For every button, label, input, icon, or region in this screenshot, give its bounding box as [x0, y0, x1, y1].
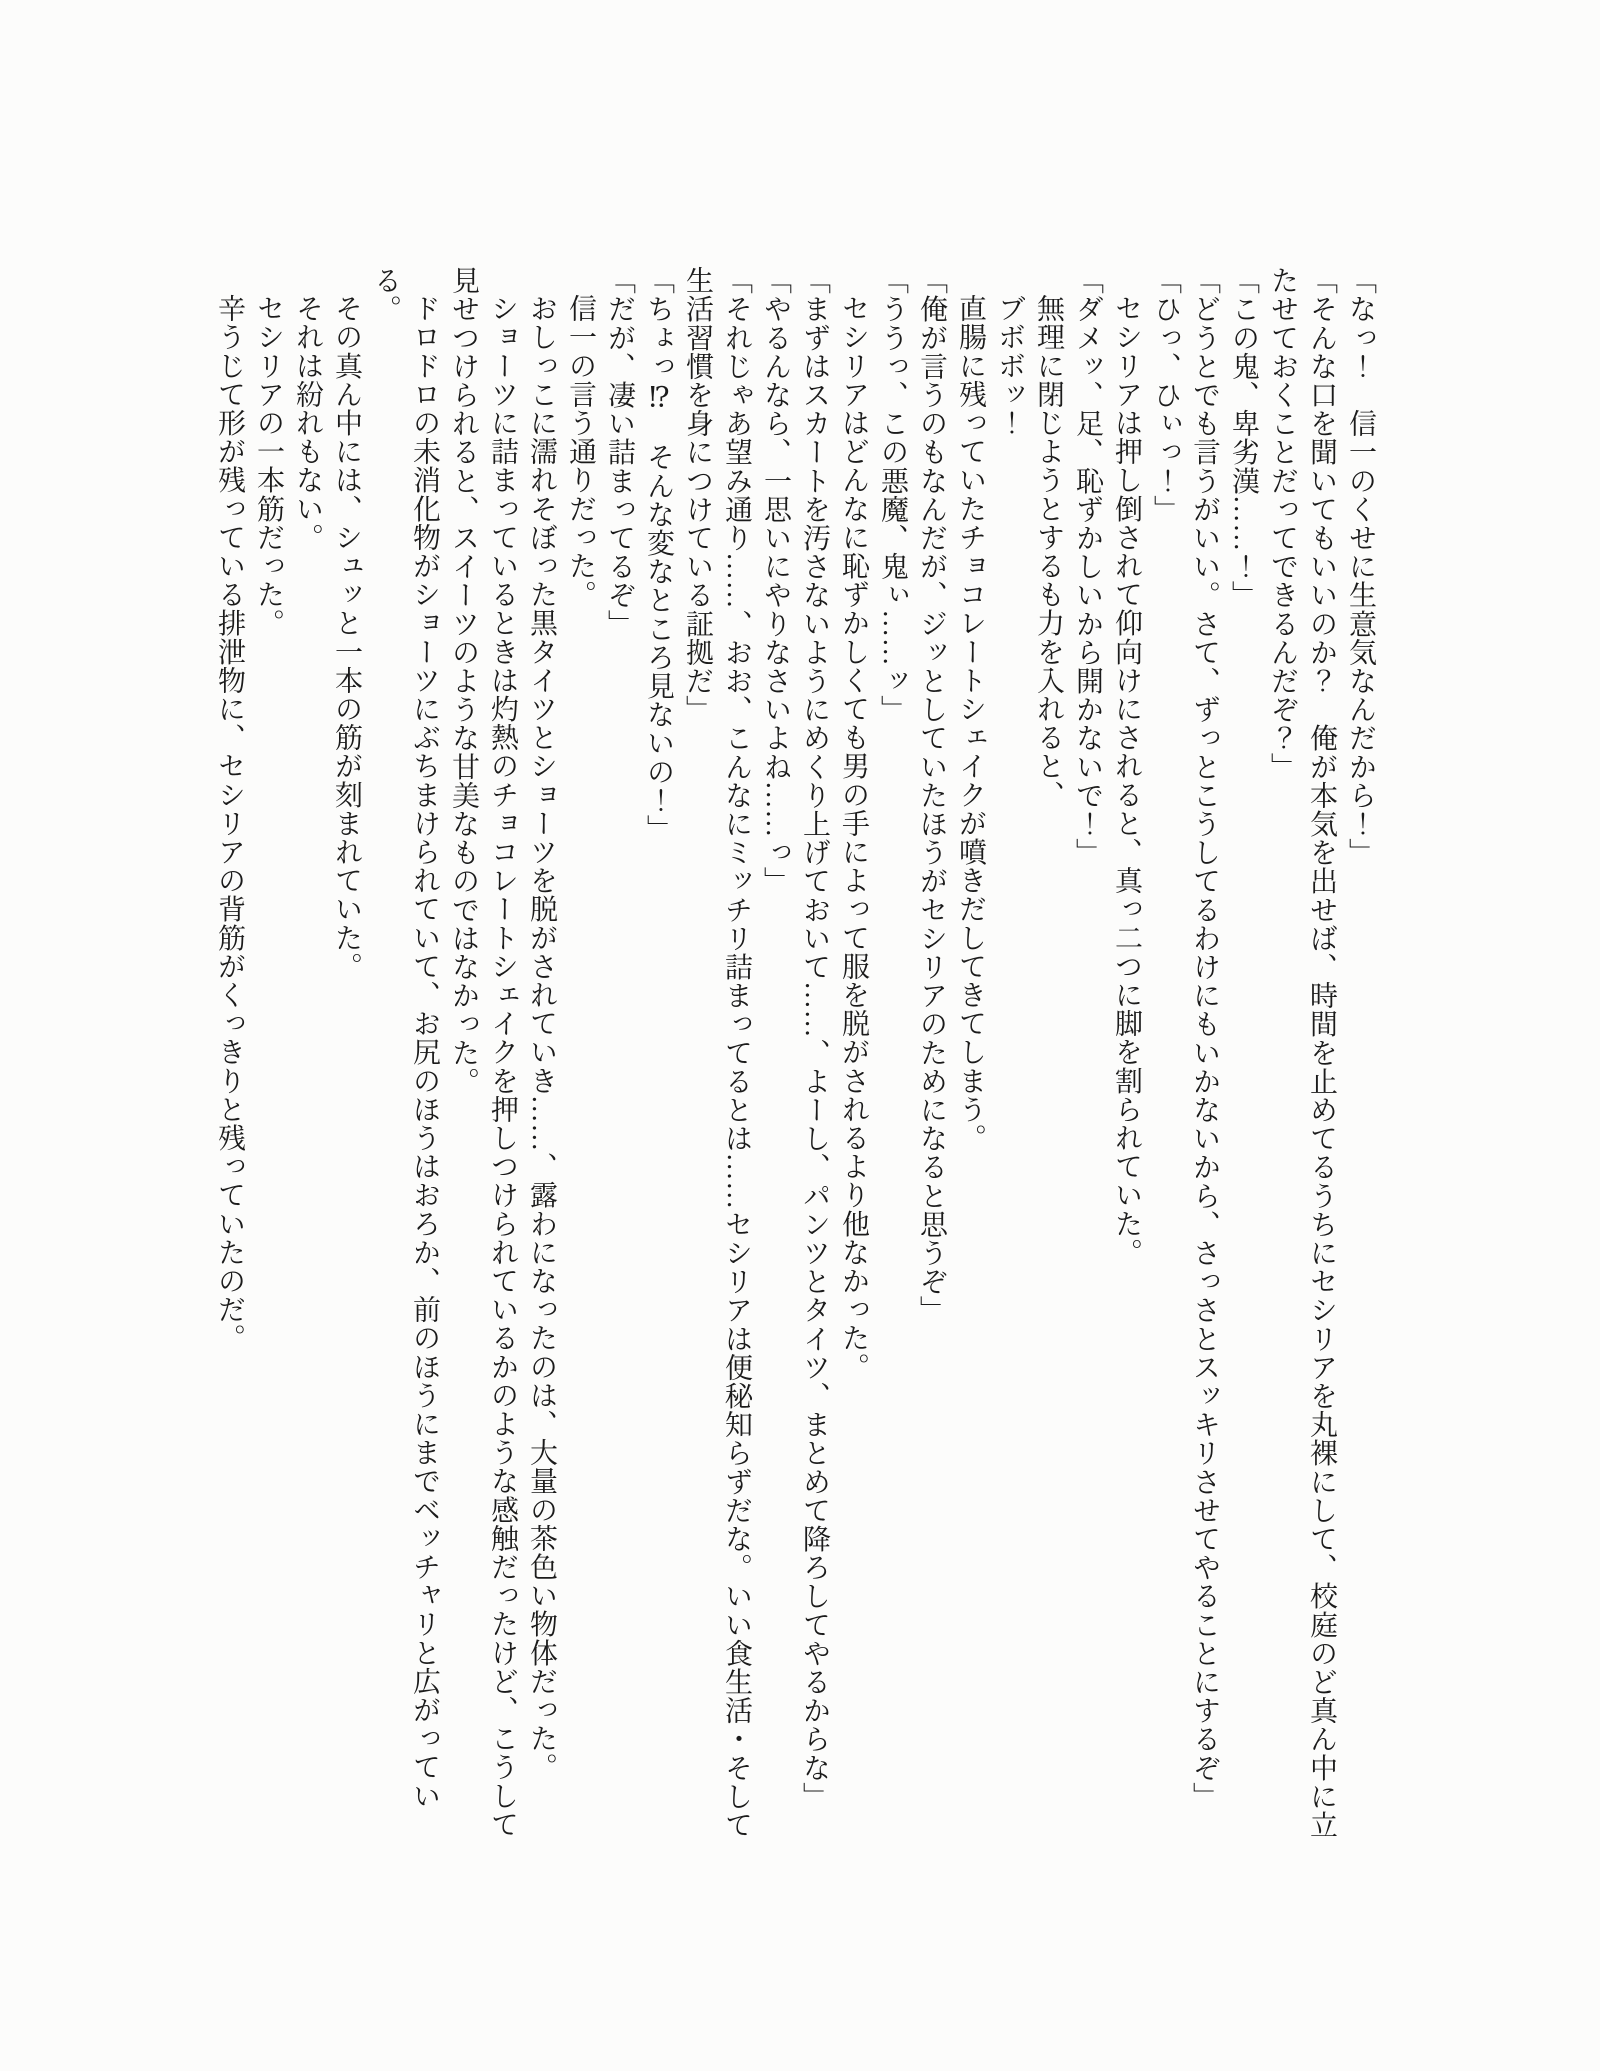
paragraph-narration: 辛うじて形が残っている排泄物に、セシリアの背筋がくっきりと残っていたのだ。 [214, 294, 245, 1353]
paragraph-dialogue: 「だが、凄い詰まってるぞ」 [604, 266, 635, 638]
paragraph-dialogue: 「なっ！ 信一のくせに生意気なんだから！」 [1345, 266, 1376, 867]
paragraph-narration: ショーツに詰まっているときは灼熱のチョコレートシェイクを押しつけられているかのような感触だったけど、こうして見せつけられると、スイーツのような甘美なものではなかった。 [448, 266, 518, 1839]
paragraph-narration: セシリアは押し倒されて仰向けにされると、真っ二つに脚を割られていた。 [1111, 294, 1142, 1267]
paragraph-narration: セシリアはどんなに恥ずかしくても男の手によって服を脱がされるより他なかった。 [838, 294, 869, 1381]
paragraph-narration: それは紛れもない。 [292, 294, 323, 552]
paragraph-narration: ドロドロの未消化物がショーツにぶちまけられていて、お尻のほうはおろか、前のほうにまでベッチャリと広がっている。 [370, 266, 440, 1810]
paragraph-narration: その真ん中には、シュッと一本の筋が刻まれていた。 [331, 294, 362, 981]
paragraph-narration: ブボボッ！ [994, 294, 1025, 437]
vertical-text-block [210, 266, 1380, 1840]
paragraph-dialogue: 「ううっ、この悪魔、鬼ぃ……ッ」 [877, 266, 908, 724]
paragraph-narration: 直腸に残っていたチョコレートシェイクが噴きだしてきてしまう。 [955, 294, 986, 1152]
paragraph-narration: セシリアの一本筋だった。 [253, 294, 284, 638]
paragraph-dialogue: 「ちょっ⁉ そんな変なところ見ないの！」 [643, 266, 674, 843]
paragraph-dialogue: 「それじゃあ望み通り……、おお、こんなにミッチリ詰まってるとは……セシリアは便秘知らずだな。いい食生活・そして生活習慣を身につけている証拠だ」 [682, 266, 752, 1839]
paragraph-dialogue: 「やるんなら、一思いにやりなさいよね……っ」 [760, 266, 791, 896]
paragraph-dialogue: 「この鬼、卑劣漢……！」 [1228, 266, 1259, 610]
paragraph-narration: おしっこに濡れそぼった黒タイツとショーツを脱がされていき……、露わになったのは、大量の茶色い物体だった。 [526, 294, 557, 1782]
paragraph-dialogue: 「まずはスカートを汚さないようにめくり上げておいて……、よーし、パンツとタイツ、まとめて降ろしてやるからな」 [799, 266, 830, 1811]
paragraph-narration: 信一の言う通りだった。 [565, 294, 596, 609]
paragraph-dialogue: 「ひっ、ひぃっ！」 [1150, 266, 1181, 524]
paragraph-dialogue: 「俺が言うのもなんだが、ジッとしていたほうがセシリアのためになると思うぞ」 [916, 266, 947, 1325]
paragraph-dialogue: 「ダメッ、足、恥ずかしいから開かないで！」 [1072, 266, 1103, 867]
paragraph-dialogue: 「そんな口を聞いてもいいのか？ 俺が本気を出せば、時間を止めてるうちにセシリアを丸裸にして、校庭のど真ん中に立たせておくことだってできるんだぞ？」 [1267, 266, 1337, 1839]
paragraph-dialogue: 「どうとでも言うがいい。さて、ずっとこうしてるわけにもいかないから、さっさとスッキリさせてやることにするぞ」 [1189, 266, 1220, 1811]
paragraph-narration: 無理に閉じようとするも力を入れると、 [1033, 294, 1064, 809]
